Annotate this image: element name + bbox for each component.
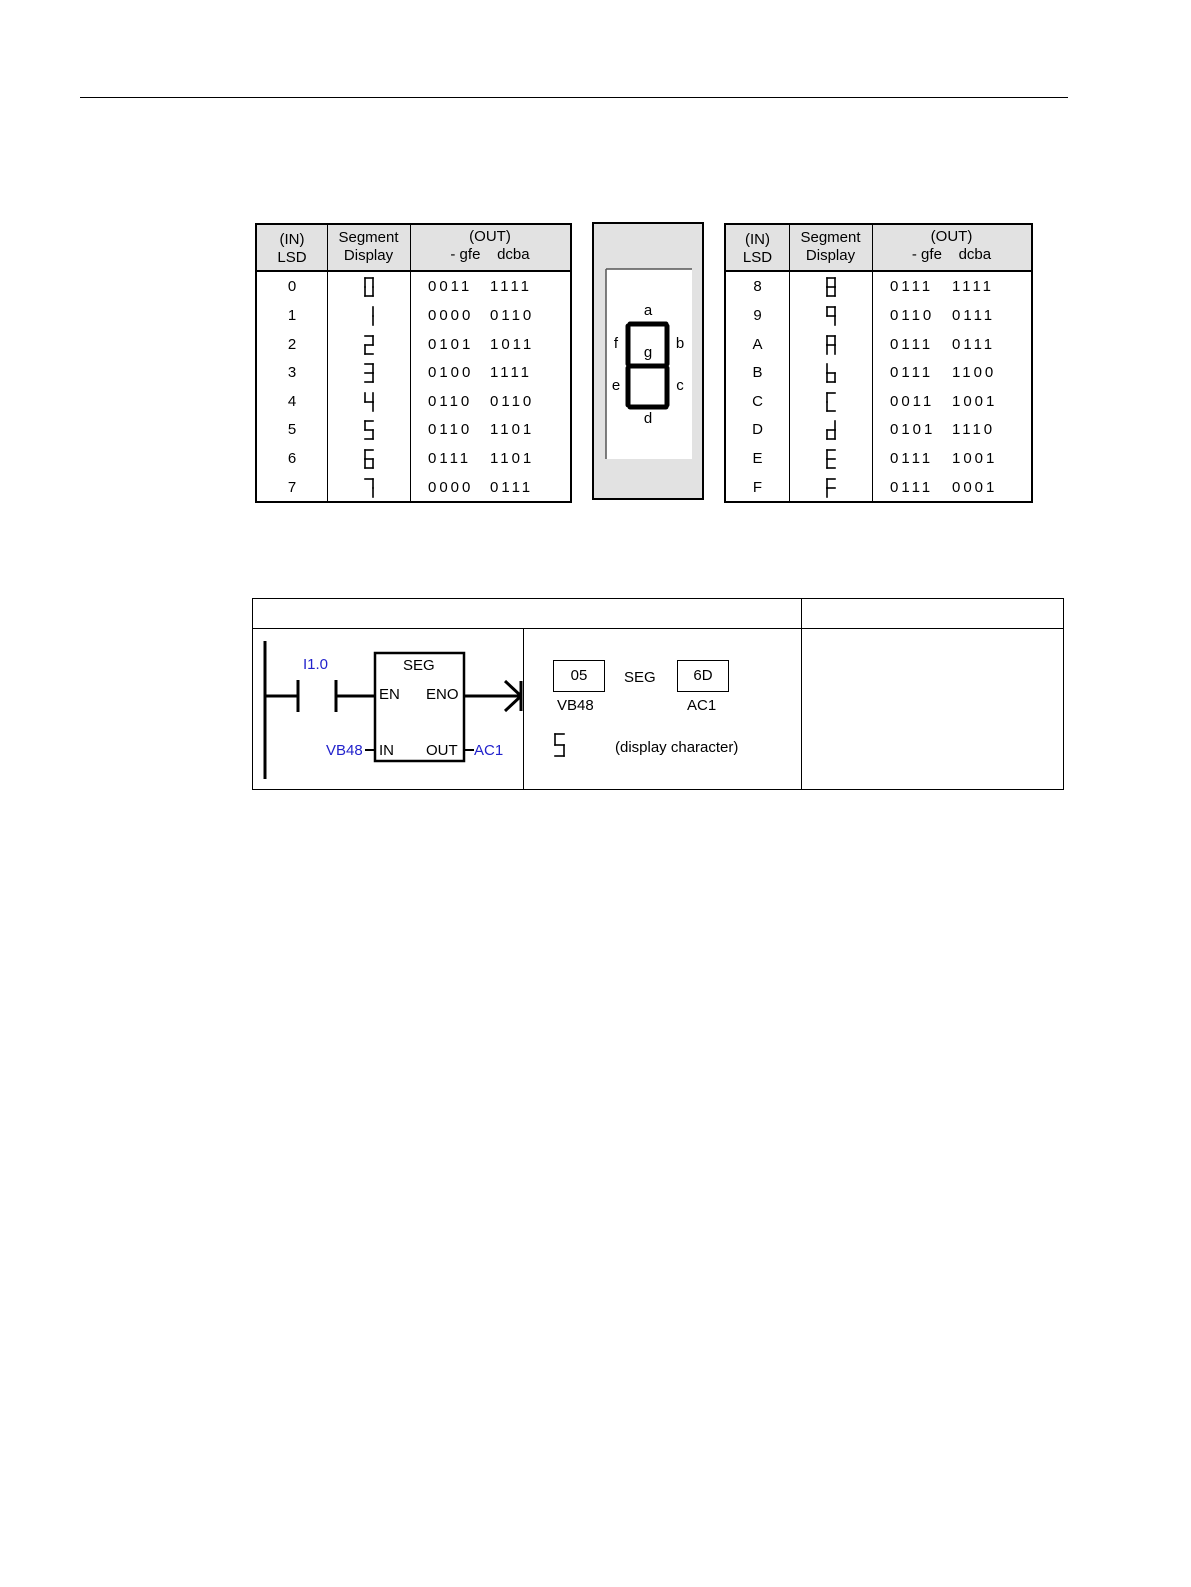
gfe-bits: 0101: [428, 335, 474, 353]
example-column-divider: [523, 628, 524, 789]
gfe-bits: 0111: [890, 449, 934, 467]
lsd-cell: 3: [287, 364, 297, 382]
header-out: (OUT) - gfe dcba: [911, 228, 992, 263]
lsd-cell: 6: [287, 449, 297, 467]
dcba-bits: 0110: [490, 392, 535, 410]
result-glyph-svg: [553, 732, 566, 758]
example-table: [252, 598, 1064, 790]
segment-glyph-1: [363, 305, 375, 327]
dcba-bits: 1101: [490, 421, 535, 439]
dcba-bits: 1110: [952, 421, 996, 439]
column-divider: [872, 225, 873, 501]
ladder-diagram: [253, 629, 523, 791]
segment-glyph-5: [363, 419, 375, 441]
dcba-bits: 1100: [952, 364, 997, 382]
segment-glyph-A: [825, 334, 837, 356]
segment-glyph: [825, 305, 837, 332]
gfe-bits: 0111: [428, 449, 472, 467]
in-name-label: VB48: [557, 697, 594, 714]
gfe-bits: 0110: [428, 421, 473, 439]
lsd-cell: 4: [287, 392, 297, 410]
segment-diagram-panel: [592, 222, 704, 500]
dcba-bits: 1001: [952, 392, 998, 410]
dcba-bits: 1001: [952, 449, 998, 467]
segment-glyph: [363, 391, 375, 418]
segment-label-f: f: [613, 335, 619, 352]
page-top-rule: [80, 97, 1068, 98]
in-pin-label: IN: [379, 742, 394, 759]
header-out: (OUT) - gfe dcba: [450, 228, 530, 263]
lsd-cell: F: [752, 478, 763, 496]
segment-glyph-4: [363, 391, 375, 413]
segment-label-b: b: [675, 335, 685, 352]
gfe-bits: 0111: [890, 335, 934, 353]
segment-glyph: [825, 477, 837, 504]
display-character-glyph: [553, 732, 566, 763]
segment-diagram: [594, 224, 702, 498]
out-name-label: AC1: [687, 697, 717, 714]
gfe-bits: 0011: [428, 278, 473, 296]
header-segment-display: Segment Display: [338, 229, 399, 264]
segment-table-left: [255, 223, 572, 503]
column-divider: [410, 225, 411, 501]
lsd-cell: A: [752, 335, 763, 353]
lsd-cell: E: [752, 449, 763, 467]
lsd-cell: 9: [753, 306, 762, 324]
segment-glyph-9: [825, 305, 837, 327]
gfe-bits: 0110: [890, 306, 935, 324]
segment-glyph-C: [825, 391, 837, 413]
en-pin-label: EN: [379, 686, 400, 703]
out-pin-label: OUT: [426, 742, 458, 759]
dcba-bits: 0001: [952, 478, 998, 496]
gfe-bits: 0000: [428, 306, 474, 324]
gfe-bits: 0100: [428, 364, 474, 382]
segment-glyph-B: [825, 362, 837, 384]
gfe-bits: 0101: [890, 421, 936, 439]
segment-glyph-F: [825, 477, 837, 499]
segment-glyph: [825, 276, 837, 303]
segment-glyph: [363, 305, 375, 332]
lsd-cell: D: [752, 421, 763, 439]
in-value-box: 05: [553, 660, 605, 692]
dcba-bits: 1111: [490, 364, 533, 382]
header-in: (IN) LSD: [277, 231, 307, 266]
eno-pin-label: ENO: [426, 686, 459, 703]
contact-label: I1.0: [303, 656, 329, 673]
segment-label-a: a: [643, 302, 653, 319]
column-divider: [789, 225, 790, 501]
segment-table-right: [724, 223, 1033, 503]
header-in: (IN) LSD: [742, 231, 773, 266]
dcba-bits: 1011: [490, 335, 535, 353]
dcba-bits: 1111: [952, 278, 995, 296]
eno-arrow: [505, 681, 521, 696]
example-column-divider: [801, 599, 802, 789]
lsd-cell: 8: [753, 278, 762, 296]
segment-glyph: [825, 419, 837, 446]
gfe-bits: 0000: [428, 478, 474, 496]
segment-label-c: c: [676, 377, 684, 394]
function-box-title: SEG: [403, 657, 435, 674]
header-segment-display: Segment Display: [800, 229, 861, 264]
segment-glyph-0: [363, 276, 375, 298]
lsd-cell: 5: [287, 421, 297, 439]
segment-label-e: e: [611, 377, 621, 394]
in-operand-label: VB48: [326, 742, 363, 759]
dcba-bits: 0111: [490, 478, 534, 496]
segment-glyph-6: [363, 448, 375, 470]
gfe-bits: 0111: [890, 278, 934, 296]
segment-glyph: [825, 448, 837, 475]
lsd-cell: 2: [287, 335, 297, 353]
lsd-cell: 0: [287, 278, 297, 296]
segment-glyph-D: [825, 419, 837, 441]
segment-glyph: [363, 448, 375, 475]
lsd-cell: 1: [287, 306, 297, 324]
segment-glyph: [825, 391, 837, 418]
segment-glyph: [825, 362, 837, 389]
segment-glyph-8: [825, 276, 837, 298]
dcba-bits: 0110: [490, 306, 535, 324]
gfe-bits: 0111: [890, 364, 934, 382]
display-character-caption: (display character): [615, 739, 739, 756]
dcba-bits: 0111: [952, 306, 996, 324]
dcba-bits: 1111: [490, 278, 533, 296]
segment-glyph: [825, 334, 837, 361]
segment-glyph-7: [363, 477, 375, 499]
segment-glyph: [363, 334, 375, 361]
segment-glyph-2: [363, 334, 375, 356]
lsd-cell: C: [752, 392, 763, 410]
segment-label-d: d: [643, 410, 653, 427]
lsd-cell: B: [752, 364, 763, 382]
segment-glyph-3: [363, 362, 375, 384]
gfe-bits: 0110: [428, 392, 473, 410]
out-value-box: 6D: [677, 660, 729, 692]
gfe-bits: 0011: [890, 392, 935, 410]
segment-label-g: g: [643, 344, 653, 361]
out-operand-label: AC1: [474, 742, 504, 759]
column-divider: [327, 225, 328, 501]
operation-label: SEG: [624, 669, 656, 686]
segment-glyph: [363, 477, 375, 504]
segment-glyph-E: [825, 448, 837, 470]
dcba-bits: 0111: [952, 335, 996, 353]
gfe-bits: 0111: [890, 478, 934, 496]
dcba-bits: 1101: [490, 449, 535, 467]
segment-glyph: [363, 362, 375, 389]
segment-glyph: [363, 419, 375, 446]
lsd-cell: 7: [287, 478, 297, 496]
segment-glyph: [363, 276, 375, 303]
